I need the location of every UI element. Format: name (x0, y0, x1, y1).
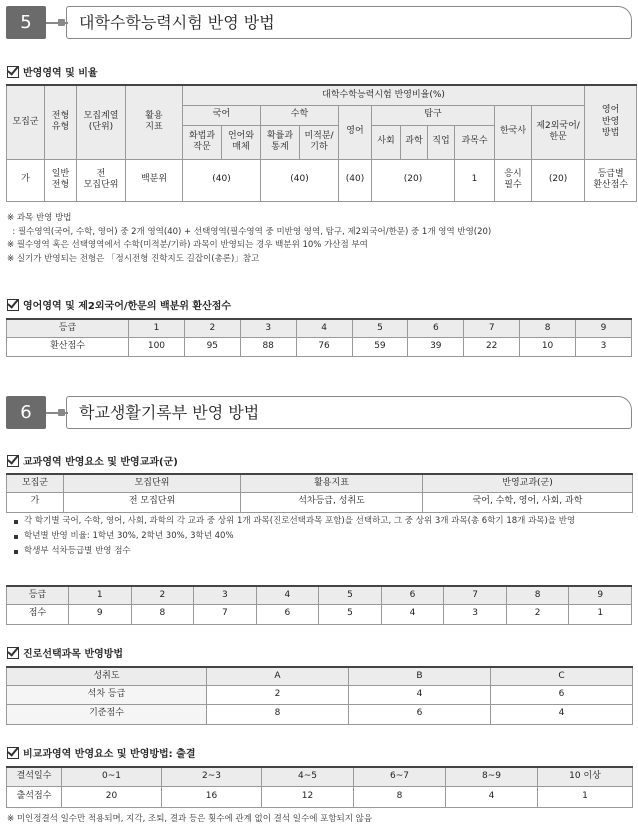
grade-cell: 4 (256, 586, 319, 604)
grade-cell: 9 (576, 319, 632, 337)
section-5-header (6, 6, 632, 39)
bullet-item: 각 학기별 국어, 수학, 영어, 사회, 과학의 각 교과 중 상위 1개 과목(진로선택과목 포함)을 선택하고, 그 중 상위 3개 과목(총 6학기 18개 과목)을 반영 (14, 514, 626, 529)
th-c: C (491, 667, 633, 685)
row-label: 기준점수 (7, 704, 207, 724)
td-eng-method: 등급별 환산점수 (585, 159, 637, 201)
absence-cell: 8~9 (446, 767, 538, 786)
td-math: (40) (261, 159, 339, 201)
note-line: : 필수영역(국어, 수학, 영어) 중 2개 영역(40) + 선택영역(필수영역 중 미반영 영역, 탐구, 제2외국어/한문) 중 1개 영역 반영(20) (7, 226, 492, 237)
th-unit: 모집계열 (단위) (77, 85, 126, 159)
score-cell: 6 (256, 604, 319, 624)
absence-cell: 4~5 (262, 767, 354, 786)
td-group: 가 (7, 159, 45, 201)
th-inq-1: 사회 (372, 125, 401, 159)
grade-cell: 1 (129, 319, 185, 337)
subheading-text: 영어영역 및 제2외국어/한문의 백분위 환산점수 (23, 301, 232, 312)
grade-cell: 7 (464, 319, 520, 337)
section-number: 5 (6, 6, 46, 39)
th-lang2: 제2외국어/ 한문 (532, 105, 585, 159)
csat-ratio-table (6, 84, 637, 202)
cell: 8 (207, 704, 349, 724)
cell: 4 (349, 685, 491, 704)
grade-cell: 4 (296, 319, 352, 337)
grade-cell: 9 (569, 586, 632, 604)
grade-cell: 8 (506, 586, 569, 604)
subheading (7, 64, 98, 79)
grade-cell: 8 (520, 319, 576, 337)
td-index: 백분위 (126, 159, 183, 201)
th-group: 모집군 (7, 474, 64, 492)
checkbox-icon (7, 299, 19, 311)
score-cell: 7 (194, 604, 257, 624)
subheading-text: 교과영역 반영요소 및 반영교과(군) (23, 457, 178, 468)
score-cell: 3 (444, 604, 507, 624)
th-korean: 국어 (183, 105, 261, 125)
td-history: 응시 필수 (495, 159, 532, 201)
subheading-text: 비교과영역 반영요소 및 반영방법: 출결 (23, 749, 196, 760)
grade-cell: 5 (319, 586, 382, 604)
score-cell: 2 (506, 604, 569, 624)
subheading (7, 745, 196, 760)
th-a: A (207, 667, 349, 685)
th-index: 활용지표 (241, 474, 423, 492)
section-title: 학교생활기록부 반영 방법 (66, 396, 632, 429)
checkbox-icon (7, 747, 19, 759)
cell: 6 (349, 704, 491, 724)
section-6-header (6, 396, 632, 429)
grade-score-table (6, 585, 632, 625)
td-unit: 전 모집단위 (77, 159, 126, 201)
grade-cell: 2 (131, 586, 194, 604)
th-math-2: 미적분/ 기하 (300, 125, 339, 159)
subheading-text: 반영영역 및 비율 (23, 68, 98, 79)
score-cell: 1 (538, 786, 633, 807)
row-label: 점수 (7, 604, 69, 624)
absence-cell: 6~7 (354, 767, 446, 786)
score-cell: 59 (352, 337, 408, 356)
english-conversion-table (6, 318, 632, 357)
bullet-item: 학생부 석차등급별 반영 점수 (14, 544, 626, 559)
th-group: 모집군 (7, 85, 45, 159)
th-unit: 모집단위 (64, 474, 241, 492)
score-cell: 12 (262, 786, 354, 807)
th-inquiry: 탐구 (372, 105, 495, 125)
grade-cell: 3 (194, 586, 257, 604)
grade-cell: 5 (352, 319, 408, 337)
score-cell: 95 (184, 337, 240, 356)
th-achievement: 성취도 (7, 667, 207, 685)
th-grade: 등급 (7, 319, 129, 337)
absence-cell: 2~3 (162, 767, 262, 786)
subheading-text: 진로선택과목 반영방법 (23, 649, 124, 660)
td-count: 1 (455, 159, 495, 201)
td-korean: (40) (183, 159, 261, 201)
th-b: B (349, 667, 491, 685)
td-english: (40) (339, 159, 372, 201)
attendance-note: ※ 미인정결석 일수만 적용되며, 지각, 조퇴, 결과 등은 횟수에 관계 없이 결석 일수에 포함되지 않음 (7, 814, 373, 824)
grade-cell: 7 (444, 586, 507, 604)
subheading (7, 297, 231, 312)
score-cell: 4 (446, 786, 538, 807)
th-english: 영어 (339, 105, 372, 159)
th-math-1: 확률과 통계 (261, 125, 300, 159)
grade-cell: 6 (408, 319, 464, 337)
th-inq-2: 과학 (401, 125, 428, 159)
score-cell: 39 (408, 337, 464, 356)
score-cell: 5 (319, 604, 382, 624)
absence-cell: 10 이상 (538, 767, 633, 786)
th-history: 한국사 (495, 105, 532, 159)
row-label: 출석점수 (7, 786, 62, 807)
cell: 6 (491, 685, 633, 704)
td-type: 일반 전형 (45, 159, 77, 201)
checkbox-icon (7, 455, 19, 467)
grade-cell: 6 (381, 586, 444, 604)
td-subjects: 국어, 수학, 영어, 사회, 과학 (423, 492, 633, 512)
th-math: 수학 (261, 105, 339, 125)
score-cell: 8 (131, 604, 194, 624)
score-cell: 9 (69, 604, 132, 624)
note-line: ※ 필수영역 혹은 선택영역에서 수학(미적분/기하) 과목이 반영되는 경우 백분위 10% 가산점 부여 (7, 240, 368, 251)
score-cell: 8 (354, 786, 446, 807)
note-line: ※ 실기가 반영되는 전형은 「정시전형 진학지도 길잡이(총론)」참고 (7, 253, 260, 264)
row-label: 석차 등급 (7, 685, 207, 704)
th-grade: 등급 (7, 586, 69, 604)
score-cell: 4 (381, 604, 444, 624)
subheading (7, 453, 178, 468)
connector-dot (58, 409, 65, 416)
score-cell: 10 (520, 337, 576, 356)
cell: 4 (491, 704, 633, 724)
th-inq-3: 직업 (428, 125, 455, 159)
score-cell: 16 (162, 786, 262, 807)
bullet-item: 학년별 반영 비율: 1학년 30%, 2학년 30%, 3학년 40% (14, 529, 626, 544)
section-title: 대학수학능력시험 반영 방법 (66, 6, 632, 39)
connector-dot (58, 19, 65, 26)
grade-cell: 3 (240, 319, 296, 337)
row-label: 환산점수 (7, 337, 129, 356)
absence-cell: 0~1 (62, 767, 162, 786)
score-cell: 88 (240, 337, 296, 356)
cell: 2 (207, 685, 349, 704)
score-cell: 1 (569, 604, 632, 624)
td-inquiry: (20) (372, 159, 455, 201)
achievement-table (6, 666, 633, 725)
th-type: 전형 유형 (45, 85, 77, 159)
td-unit: 전 모집단위 (64, 492, 241, 512)
subject-table (6, 473, 633, 513)
section-number: 6 (6, 396, 46, 429)
th-eng-method: 영어 반영 방법 (585, 85, 637, 159)
notes-block (7, 212, 491, 266)
th-kor-1: 화법과 작문 (183, 125, 222, 159)
score-cell: 100 (129, 337, 185, 356)
checkbox-icon (7, 66, 19, 78)
score-cell: 76 (296, 337, 352, 356)
checkbox-icon (7, 647, 19, 659)
note-line: ※ 과목 반영 방법 (7, 213, 72, 223)
td-index: 석차등급, 성취도 (241, 492, 423, 512)
bullet-list (14, 514, 626, 559)
score-cell: 22 (464, 337, 520, 356)
th-subjects: 반영교과(군) (423, 474, 633, 492)
score-cell: 3 (576, 337, 632, 356)
td-lang2: (20) (532, 159, 585, 201)
grade-cell: 1 (69, 586, 132, 604)
th-kor-2: 언어와 매체 (222, 125, 261, 159)
th-ratio: 대학수학능력시험 반영비율(%) (183, 85, 585, 105)
th-absence: 결석일수 (7, 767, 62, 786)
attendance-table (6, 766, 633, 808)
th-index: 활용 지표 (126, 85, 183, 159)
subheading (7, 645, 123, 660)
score-cell: 20 (62, 786, 162, 807)
grade-cell: 2 (184, 319, 240, 337)
th-inq-4: 과목수 (455, 125, 495, 159)
td-group: 가 (7, 492, 64, 512)
